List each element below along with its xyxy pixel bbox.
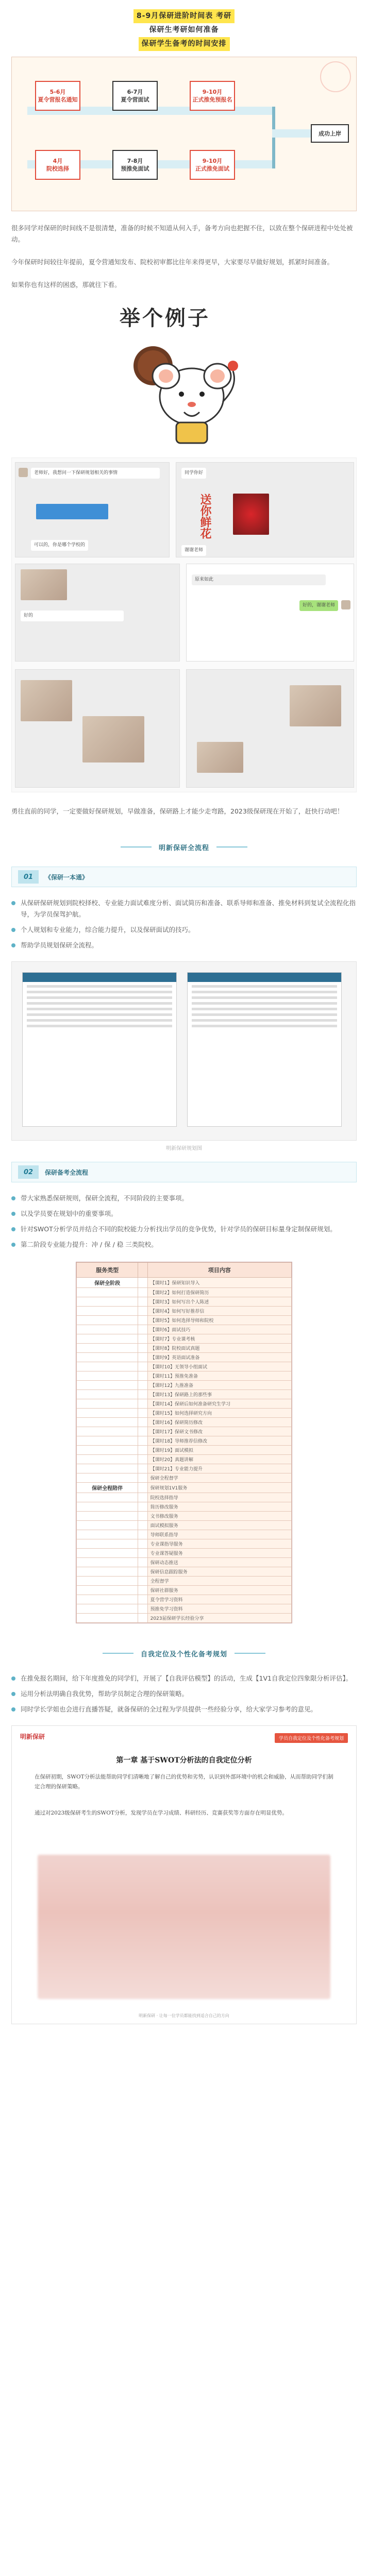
table-cell-category [138,1512,147,1521]
table-row [77,1278,292,1288]
table-row [77,1473,292,1483]
table-cell-item: 2023届保研学长经验分享 [147,1614,291,1623]
bullet-icon [11,901,15,905]
table-cell-item: 专业课指导服务 [147,1539,291,1549]
table-row [77,1344,292,1353]
brand-logo: 明新保研 [20,1733,45,1740]
timeline-box-5 [112,150,158,180]
table-cell-category [138,1427,147,1436]
table-row [77,1427,292,1436]
doc-line [192,985,337,988]
section2-bullets [11,1193,357,1250]
table-cell-category [138,1325,147,1334]
chat-message: 谢谢老师 [181,545,206,556]
table-cell-category [77,1595,138,1604]
table-row [77,1455,292,1464]
table-cell-item: 保研全程督学 [147,1473,291,1483]
table-cell-category [138,1446,147,1455]
doc-line [192,996,337,999]
bullet-text: 从保研保研规划到院校择校、专业能力面试难度分析、面试简历和准备、联系导师和准备、推免材料到复试全流程化指导，为学员保驾护航。 [21,899,356,918]
table-cell-category [138,1595,147,1604]
doc-line [192,1025,337,1027]
chat-image [21,680,72,721]
table-cell-category [77,1455,138,1464]
divider [235,1653,265,1654]
bullet-icon [11,1196,15,1200]
timeline-box-3 [190,81,235,111]
list-item [11,1688,357,1700]
table-cell-category [138,1390,147,1399]
bullet-text: 在推免报名期间，给下年度推免的同学们，开展了【自我评估模型】的活动，生成【1V1自我定位四象限分析评估】。 [21,1674,353,1682]
intro-paragraph-1: 很多同学对保研的时间线不是很清楚，准备的时候不知道从何入手，备考方向也把握不住，以致在整个保研进程中处处被动。 [11,224,353,243]
bullet-icon [11,928,15,932]
table-cell-category [138,1604,147,1614]
section-header-1 [0,838,368,856]
timeline-box-date: 9-10月 [202,89,223,95]
bullet-icon [11,1692,15,1696]
doc-line [27,985,172,988]
doc-line [27,1013,172,1016]
sub-banner-number: 01 [18,870,39,884]
table-cell-category [77,1464,138,1473]
chat-image [82,716,144,762]
col-header [138,1263,147,1278]
intro-paragraph-3: 如果你也有这样的困惑，那就往下看。 [11,281,121,289]
bullet-text: 针对SWOT分析学员并结合不同的院校能力分析找出学员的竞争优势，针对学员的保研目标量身定制保研规划。 [21,1225,337,1233]
table-cell-item: 院校选择指导 [147,1493,291,1502]
doc-line [27,991,172,993]
table-row [77,1493,292,1502]
table-row [77,1604,292,1614]
timeline-box-date: 9-10月 [202,158,223,164]
table-cell-category [77,1436,138,1446]
bullet-icon [11,1243,15,1247]
table-cell-item: 面试模拟服务 [147,1521,291,1530]
chat-message: 可以的，你是哪个学校的 [31,540,88,551]
table-row [77,1502,292,1512]
timeline-box-6 [190,150,235,180]
doc-header [23,973,176,982]
table-cell-item: 文书修改服务 [147,1512,291,1521]
course-table-grid [76,1262,292,1623]
table-cell-category [77,1344,138,1353]
table-cell-category [77,1288,138,1297]
table-cell-category: 保研全阶段 [77,1278,138,1288]
watermark-icon [320,61,351,92]
table-cell-category [77,1521,138,1530]
divider [216,846,247,848]
table-cell-category [138,1436,147,1446]
list-item [11,1208,357,1219]
doc-badge: 学员自我定位及个性化备考规划 [275,1733,348,1743]
timeline-arrow-final [272,129,313,138]
example-block [11,299,357,448]
table-row [77,1409,292,1418]
plan-doc-left [22,972,177,1127]
table-row [77,1530,292,1539]
table-cell-category [138,1464,147,1473]
table-cell-category [138,1288,147,1297]
table-cell-item: 【课时18】导师推荐信修改 [147,1436,291,1446]
table-cell-category [77,1502,138,1512]
bullet-text: 个人规划和专业能力，综合能力提升，以及保研面试的技巧。 [21,926,195,934]
table-cell-category [138,1409,147,1418]
section-title: 自我定位及个性化备考规划 [140,1650,227,1658]
timeline-box-2 [112,81,158,111]
divider [121,846,152,848]
chat-image [21,569,67,600]
table-cell-category [138,1502,147,1512]
chat-panel-1 [15,462,170,557]
avatar [341,600,350,609]
table-cell-category [138,1558,147,1567]
table-cell-item: 【课时10】无领导小组面试 [147,1362,291,1371]
table-cell-item: 【课时21】专业能力提升 [147,1464,291,1473]
table-row [77,1577,292,1586]
blurred-content [38,1855,330,1999]
table-cell-category [138,1530,147,1539]
bullet-text: 帮助学员规划保研全流程。 [21,941,98,949]
table-cell-category [77,1371,138,1381]
header-line-2: 保研生考研如何准备 [149,25,219,34]
table-cell-category [138,1483,147,1493]
table-cell-category [77,1586,138,1595]
table-cell-item: 【课时11】预推免准备 [147,1371,291,1381]
sub-banner-01 [11,867,357,887]
table-row [77,1483,292,1493]
bullet-text: 第二阶段专业能力提升：冲 / 保 / 稳 三类院校。 [21,1241,158,1248]
table-cell-category [77,1334,138,1344]
timeline-box-date: 7-8月 [127,158,143,164]
chat-message: 原来如此 [192,574,326,585]
list-item [11,940,357,951]
table-cell-category [138,1344,147,1353]
doc-paragraph-1: 在保研初期，SWOT分析法能帮助同学们清晰地了解自己的优势和劣势，认识到外部环境中的机会和威胁，从而帮助同学们制定合理的保研策略。 [35,1774,333,1790]
timeline-box-text: 院校选择 [46,165,69,172]
table-row [77,1381,292,1390]
table-cell-category [138,1371,147,1381]
chat-panel-4 [186,564,354,662]
table-cell-category [77,1381,138,1390]
timeline-box-text: 正式推免面试 [195,165,229,172]
table-row [77,1307,292,1316]
table-row [77,1371,292,1381]
table-cell-item: 保研信息跟踪服务 [147,1567,291,1577]
table-row [77,1297,292,1307]
table-cell-item: 保研社群服务 [147,1586,291,1595]
table-cell-item: 【课时14】保研后如何准备研究生学习 [147,1399,291,1409]
table-row [77,1567,292,1577]
table-row [77,1549,292,1558]
table-cell-category [77,1539,138,1549]
sub-banner-text: 保研备考全流程 [45,1168,89,1176]
table-cell-category [77,1362,138,1371]
table-cell-item: 【课时6】面试技巧 [147,1325,291,1334]
timeline-box-text: 夏令营面试 [121,96,149,103]
table-cell-item: 【课时5】如何选择导师和院校 [147,1316,291,1325]
table-cell-category [77,1390,138,1399]
bullet-text: 运用分析法明确自我优势，帮助学员制定合理的保研策略。 [21,1690,189,1698]
header-line-3: 保研学生备考的时间安排 [139,37,230,51]
table-cell-category [77,1577,138,1586]
doc-line [192,991,337,993]
link-card [36,504,108,519]
timeline-box-date: 6-7月 [127,89,143,95]
table-cell-category [138,1567,147,1577]
table-cell-item: 【课时13】保研路上的那些事 [147,1390,291,1399]
table-cell-category [77,1418,138,1427]
table-cell-item: 【课时19】面试模拟 [147,1446,291,1455]
table-cell-item: 【课时17】保研文书修改 [147,1427,291,1436]
plan-document-image [11,961,357,1141]
table-cell-category [138,1362,147,1371]
table-cell-item: 预推免学习资料 [147,1604,291,1614]
table-cell-item: 【课时7】专业课考核 [147,1334,291,1344]
chat-panel-2 [176,462,354,557]
timeline-box-text: 预推免面试 [121,165,149,172]
course-table [76,1262,292,1623]
section-header-3 [0,1644,368,1663]
table-row [77,1512,292,1521]
example-title: 举个例子 [120,306,210,330]
chat-image [197,742,243,773]
col-header: 项目内容 [147,1263,291,1278]
section1-bullets [11,897,357,951]
rose-icon [233,494,269,535]
table-cell-item: 【课时1】保研知识导入 [147,1278,291,1288]
table-cell-category [77,1316,138,1325]
self-position-document [11,1725,357,2024]
table-row [77,1614,292,1623]
table-cell-category [138,1334,147,1344]
table-cell-item: 【课时3】如何写出个人陈述 [147,1297,291,1307]
table-cell-category [77,1297,138,1307]
list-item [11,1193,357,1204]
list-item [11,1673,357,1684]
table-row [77,1288,292,1297]
chat-message: 同学你好 [181,468,206,479]
bullet-text: 同时学长学姐也会进行直播答疑，就备保研的全过程为学员提供一些经验分享，给大家学习参考的意见。 [21,1705,317,1713]
image-caption: 明新保研规划图 [166,1146,202,1151]
bullet-text: 带大家熟悉保研规则，保研全流程，不同阶段的主要事项。 [21,1194,189,1202]
table-cell-category [77,1446,138,1455]
bullet-text: 以及学员要在规划中的重要事项。 [21,1210,118,1217]
list-item [11,1704,357,1715]
doc-line [27,1008,172,1010]
table-cell-item: 保研动态推送 [147,1558,291,1567]
table-cell-item: 【课时2】如何打造保研简历 [147,1288,291,1297]
table-row [77,1539,292,1549]
timeline-box-4 [35,150,80,180]
table-cell-item: 夏令营学习资料 [147,1595,291,1604]
doc-paragraph-2: 通过对2023级保研考生的SWOT分析，发现学员在学习成绩、科研经历、竞赛获奖等方面存在明显优势。 [35,1810,288,1816]
list-item [11,1224,357,1235]
table-cell-category [77,1307,138,1316]
table-row [77,1558,292,1567]
table-row [77,1521,292,1530]
table-cell-item: 专业课答疑服务 [147,1549,291,1558]
table-row [77,1325,292,1334]
timeline-box-date: 4月 [53,158,63,164]
sub-banner-number: 02 [18,1165,39,1179]
table-cell-category [138,1381,147,1390]
list-item [11,924,357,936]
bullet-icon [11,943,15,947]
table-cell-category [138,1473,147,1483]
timeline-box-1 [35,81,80,111]
table-cell-item: 【课时4】如何写好推荐信 [147,1307,291,1316]
list-item [11,897,357,920]
doc-line [27,996,172,999]
flower-sticker: 送你鲜花 [198,494,211,539]
doc-line [192,1002,337,1005]
table-row [77,1353,292,1362]
table-cell-category [77,1604,138,1614]
table-row [77,1418,292,1427]
doc-line [27,1019,172,1022]
plan-doc-right [187,972,342,1127]
table-row [77,1436,292,1446]
chat-image [290,685,341,726]
table-cell-category [77,1530,138,1539]
table-row [77,1464,292,1473]
table-cell-category [138,1307,147,1316]
table-cell-category [138,1549,147,1558]
timeline-connector [272,107,275,168]
table-row [77,1586,292,1595]
avatar [19,468,28,477]
table-row [77,1595,292,1604]
table-cell-category [138,1353,147,1362]
timeline-box-date: 5-6月 [49,89,66,95]
doc-line [192,1019,337,1022]
mascot-illustration [114,335,248,446]
doc-line [192,1008,337,1010]
table-cell-category [138,1521,147,1530]
list-item [11,1239,357,1250]
table-row [77,1334,292,1344]
section-title: 明新保研全流程 [158,844,209,852]
table-row [77,1362,292,1371]
table-cell-category [77,1567,138,1577]
table-cell-item: 【课时8】院校面试真题 [147,1344,291,1353]
table-cell-category [138,1399,147,1409]
divider [103,1653,133,1654]
table-cell-item: 保研规划1V1服务 [147,1483,291,1493]
table-cell-category [77,1409,138,1418]
table-row [77,1316,292,1325]
table-cell-category [77,1558,138,1567]
table-cell-category [138,1577,147,1586]
table-cell-category [77,1325,138,1334]
table-cell-category [138,1614,147,1623]
table-row [77,1446,292,1455]
timeline-box-text: 正式推免预报名 [192,96,232,103]
table-cell-item: 【课时9】英语面试准备 [147,1353,291,1362]
chat-screenshots [11,457,357,792]
section3-bullets [11,1673,357,1715]
sub-banner-text: 《保研一本通》 [45,873,89,881]
bullet-icon [11,1212,15,1216]
doc-line [192,1013,337,1016]
table-cell-item: 【课时16】保研简历修改 [147,1418,291,1427]
table-cell-category [77,1427,138,1436]
table-cell-category [138,1316,147,1325]
table-cell-category [138,1493,147,1502]
table-cell-category [138,1278,147,1288]
table-cell-category [138,1539,147,1549]
table-cell-category: 保研全程陪伴 [77,1483,138,1493]
chat-message: 好的 [21,611,124,621]
table-cell-category [77,1512,138,1521]
table-cell-category [138,1455,147,1464]
table-cell-category [77,1614,138,1623]
table-cell-category [77,1549,138,1558]
table-cell-category [138,1418,147,1427]
outro-paragraph: 勇往直前的同学，一定要做好保研规划，早做准备，保研路上才能少走弯路，2023级保研现在开始了，赶快行动吧！ [11,807,344,815]
chat-panel-6 [186,669,354,788]
table-cell-item: 简历修改服务 [147,1502,291,1512]
timeline-diagram [11,57,357,211]
table-header-row [77,1263,292,1278]
doc-line [27,1002,172,1005]
col-header: 服务类型 [77,1263,138,1278]
chat-panel-3 [15,564,180,662]
chat-message: 好的，谢谢老师 [299,600,338,611]
doc-header [188,973,341,982]
bullet-icon [11,1707,15,1711]
timeline-final-box: 成功上岸 [311,124,349,143]
bullet-icon [11,1676,15,1681]
table-row [77,1390,292,1399]
table-cell-category [77,1399,138,1409]
doc-line [27,1025,172,1027]
page-header [0,0,368,57]
chat-panel-5 [15,669,180,788]
header-line-1: 8-9月保研进阶时间表 考研 [133,9,235,23]
table-cell-item: 【课时20】真题讲解 [147,1455,291,1464]
table-cell-category [77,1473,138,1483]
table-cell-category [138,1297,147,1307]
chat-message: 老师好，我想问一下保研规划相关的事情 [31,468,160,479]
bullet-icon [11,1227,15,1231]
doc-footer: 明新保研 · 让每一位学员都能找到适合自己的方向 [139,2013,229,2018]
sub-banner-02 [11,1162,357,1182]
timeline-box-text: 夏令营报名通知 [38,96,78,103]
intro-paragraph-2: 今年保研时间较往年提前，夏令营通知发布、院校初审都比往年来得更早，大家要尽早做好规划，抓紧时间准备。 [11,258,334,266]
table-cell-item: 【课时15】如何选择研究方向 [147,1409,291,1418]
table-cell-category [77,1353,138,1362]
table-cell-category [77,1493,138,1502]
doc-title: 第一章 基于SWOT分析法的自我定位分析 [116,1756,252,1765]
table-cell-item: 【课时12】九推准备 [147,1381,291,1390]
table-cell-item: 导师联系指导 [147,1530,291,1539]
table-row [77,1399,292,1409]
table-cell-category [138,1586,147,1595]
table-cell-item: 全程督学 [147,1577,291,1586]
